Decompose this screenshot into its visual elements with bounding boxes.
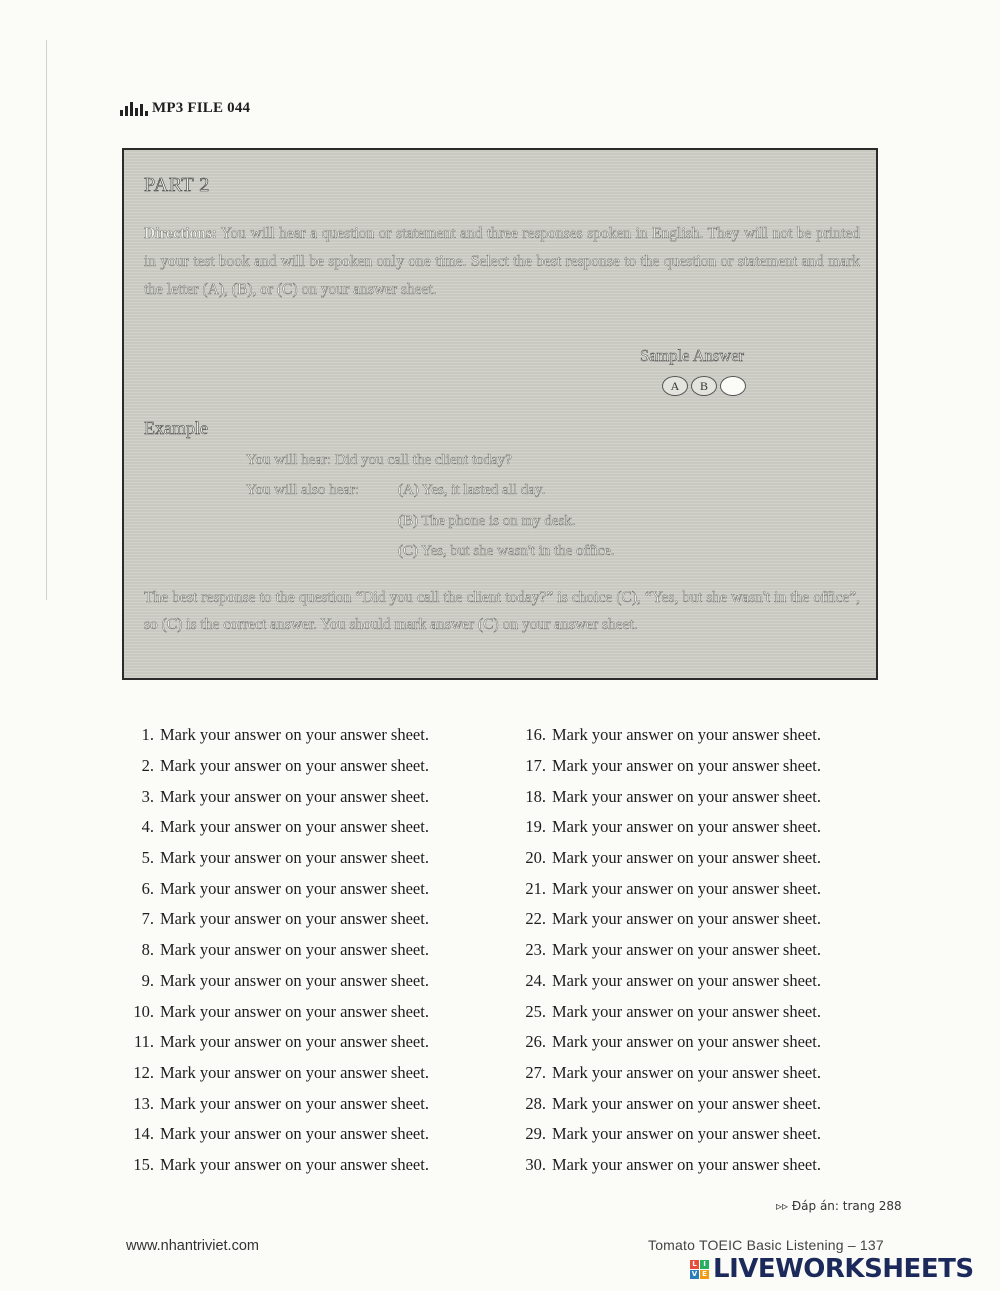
question-text: Mark your answer on your answer sheet.: [160, 725, 429, 745]
hear-label: You will hear:: [246, 452, 332, 468]
question-number: 22.: [525, 909, 546, 929]
question-row: [510, 812, 880, 843]
question-text: Mark your answer on your answer sheet.: [552, 1001, 821, 1021]
question-number: 18.: [525, 786, 546, 806]
answer-key-reference: ▹▹ Đáp án: trang 288: [776, 1199, 902, 1213]
question-row: [510, 966, 880, 997]
question-row: [118, 1119, 488, 1150]
mp3-file-header: [120, 100, 250, 117]
question-number: 17.: [525, 756, 546, 776]
question-text: Mark your answer on your answer sheet.: [160, 970, 429, 990]
directions-paragraph: [144, 220, 860, 304]
book-page-footer: Tomato TOEIC Basic Listening – 137: [648, 1237, 884, 1253]
question-number: 5.: [141, 848, 154, 868]
question-number: 14.: [133, 1124, 154, 1144]
question-number: 12.: [133, 1062, 154, 1082]
option-b: (B) The phone is on my desk.: [398, 513, 576, 529]
question-number: 8.: [141, 940, 154, 960]
question-row: [510, 935, 880, 966]
question-row: [118, 1058, 488, 1089]
question-number: 13.: [133, 1093, 154, 1113]
question-text: Mark your answer on your answer sheet.: [552, 1032, 821, 1052]
question-text: Mark your answer on your answer sheet.: [160, 848, 429, 868]
question-row: [510, 1119, 880, 1150]
question-text: Mark your answer on your answer sheet.: [160, 786, 429, 806]
example-title: Example: [144, 418, 208, 438]
question-row: [118, 812, 488, 843]
question-number: 4.: [141, 817, 154, 837]
questions-column-right: [510, 720, 880, 1180]
question-text: Mark your answer on your answer sheet.: [552, 1093, 821, 1113]
question-text: Mark your answer on your answer sheet.: [160, 1062, 429, 1082]
question-text: Mark your answer on your answer sheet.: [552, 940, 821, 960]
question-text: Mark your answer on your answer sheet.: [552, 970, 821, 990]
question-number: 10.: [133, 1001, 154, 1021]
question-row: [118, 1027, 488, 1058]
question-number: 30.: [525, 1154, 546, 1174]
question-number: 11.: [133, 1032, 154, 1052]
part-title: PART 2: [144, 174, 210, 196]
question-text: Mark your answer on your answer sheet.: [552, 848, 821, 868]
question-number: 25.: [525, 1001, 546, 1021]
question-row: [510, 843, 880, 874]
question-row: [118, 996, 488, 1027]
question-text: Mark your answer on your answer sheet.: [160, 1032, 429, 1052]
liveworksheets-logo[interactable]: [690, 1254, 974, 1284]
best-response-paragraph: The best response to the question “Did you call the client today?” is choice (C), “Yes, but she wasn't in the office”, so (C) is the correct answer. You should mark answer (C) on your answer sheet.: [144, 589, 860, 633]
question-text: Mark your answer on your answer sheet.: [552, 1154, 821, 1174]
part2-directions-box: [122, 148, 878, 680]
question-number: 16.: [525, 725, 546, 745]
question-row: [118, 966, 488, 997]
question-text: Mark your answer on your answer sheet.: [552, 786, 821, 806]
question-row: [510, 720, 880, 751]
question-row: [510, 1058, 880, 1089]
question-text: Mark your answer on your answer sheet.: [552, 878, 821, 898]
question-number: 3.: [141, 786, 154, 806]
mark-letter: I: [700, 1260, 709, 1269]
question-row: [118, 751, 488, 782]
question-row: [510, 781, 880, 812]
question-row: [510, 1150, 880, 1181]
question-text: Mark your answer on your answer sheet.: [160, 756, 429, 776]
mark-letter: V: [691, 1269, 698, 1278]
question-number: 27.: [525, 1062, 546, 1082]
question-text: Mark your answer on your answer sheet.: [160, 1093, 429, 1113]
hear-text: Did you call the client today?: [334, 452, 512, 468]
question-text: Mark your answer on your answer sheet.: [160, 940, 429, 960]
also-hear-label: You will also hear:: [246, 482, 360, 498]
question-row: [510, 873, 880, 904]
question-number: 15.: [133, 1154, 154, 1174]
directions-label: Directions:: [144, 225, 217, 242]
question-number: 9.: [141, 970, 154, 990]
question-text: Mark your answer on your answer sheet.: [160, 1124, 429, 1144]
question-number: 29.: [525, 1124, 546, 1144]
question-text: Mark your answer on your answer sheet.: [552, 725, 821, 745]
mp3-file-label: MP3 FILE 044: [152, 100, 251, 116]
questions-column-left: [118, 720, 488, 1180]
question-text: Mark your answer on your answer sheet.: [160, 909, 429, 929]
liveworksheets-mark-icon: [690, 1260, 709, 1279]
example-hear-line: [246, 452, 512, 469]
question-number: 24.: [525, 970, 546, 990]
publisher-website: www.nhantriviet.com: [126, 1238, 259, 1254]
liveworksheets-text: LIVEWORKSHEETS: [713, 1254, 974, 1284]
option-c: (C) Yes, but she wasn't in the office.: [398, 543, 615, 559]
question-number: 28.: [525, 1093, 546, 1113]
mark-letter: L: [690, 1260, 699, 1269]
question-row: [510, 751, 880, 782]
question-number: 2.: [141, 756, 154, 776]
sample-answer-bubbles: [662, 376, 746, 396]
question-row: [510, 904, 880, 935]
question-row: [510, 1027, 880, 1058]
question-number: 19.: [525, 817, 546, 837]
question-text: Mark your answer on your answer sheet.: [552, 817, 821, 837]
question-text: Mark your answer on your answer sheet.: [160, 817, 429, 837]
question-text: Mark your answer on your answer sheet.: [160, 1154, 429, 1174]
question-row: [118, 781, 488, 812]
sample-answer-title: Sample Answer: [640, 346, 745, 365]
question-number: 7.: [141, 909, 154, 929]
question-text: Mark your answer on your answer sheet.: [160, 878, 429, 898]
question-row: [510, 996, 880, 1027]
question-number: 21.: [525, 878, 546, 898]
question-row: [118, 720, 488, 751]
question-number: 1.: [141, 725, 154, 745]
page-margin-line: [46, 40, 47, 600]
bubble-a: A: [662, 376, 688, 396]
question-row: [118, 935, 488, 966]
question-text: Mark your answer on your answer sheet.: [552, 1062, 821, 1082]
question-text: Mark your answer on your answer sheet.: [552, 756, 821, 776]
question-row: [118, 904, 488, 935]
mark-letter: E: [700, 1270, 709, 1279]
question-number: 6.: [141, 878, 154, 898]
question-row: [510, 1088, 880, 1119]
question-text: Mark your answer on your answer sheet.: [160, 1001, 429, 1021]
question-row: [118, 843, 488, 874]
question-row: [118, 873, 488, 904]
question-number: 26.: [525, 1032, 546, 1052]
question-text: Mark your answer on your answer sheet.: [552, 1124, 821, 1144]
directions-text: You will hear a question or statement and three responses spoken in English. They will not be printed in your test book and will be spoken only one time. Select the best response to the question or statement and mark the letter (A), (B), or (C) on your answer sheet.: [144, 225, 860, 298]
question-row: [118, 1088, 488, 1119]
question-row: [118, 1150, 488, 1181]
bubble-b: B: [691, 376, 717, 396]
question-number: 20.: [525, 848, 546, 868]
bubble-c-filled: [720, 376, 746, 396]
equalizer-bars-icon: [120, 102, 148, 116]
question-text: Mark your answer on your answer sheet.: [552, 909, 821, 929]
question-number: 23.: [525, 940, 546, 960]
option-a: (A) Yes, it lasted all day.: [398, 482, 546, 498]
